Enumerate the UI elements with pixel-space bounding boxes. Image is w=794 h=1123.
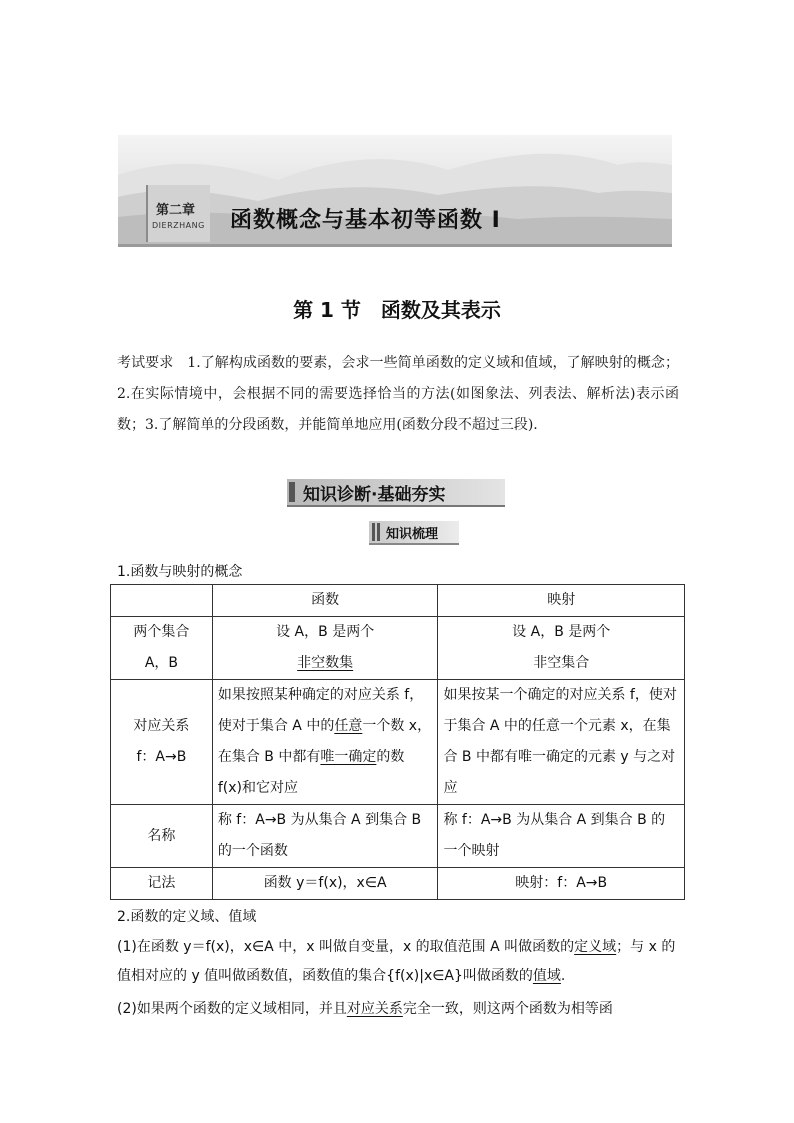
- table-row: [111, 680, 685, 805]
- chapter-pinyin: DIERZHANG: [152, 221, 205, 230]
- row-label-line: f：A→B: [136, 749, 187, 765]
- row-label-name: 名称: [111, 805, 213, 868]
- function-sets-cell: [212, 617, 438, 680]
- para-text: 完全一致，则这两个函数为相等函: [402, 1001, 613, 1017]
- row-label-correspondence: [111, 680, 213, 805]
- para-text-underlined: 值域: [532, 968, 561, 984]
- row-label-notation: 记法: [111, 868, 213, 900]
- table-header-row: [111, 585, 685, 617]
- function-mapping-table: [110, 584, 685, 900]
- mapping-name-cell: 称 f：A→B 为从集合 A 到集合 B 的一个映射: [438, 805, 685, 868]
- requirements-label: 考试要求: [117, 355, 174, 371]
- row-label-line: 对应关系: [133, 718, 190, 734]
- table-row: [111, 805, 685, 868]
- paragraph-domain-range: [117, 933, 679, 991]
- part-header: [287, 479, 505, 507]
- sub-header: [369, 521, 459, 545]
- heading-function-mapping: 1.函数与映射的概念: [117, 564, 243, 580]
- table-row: [111, 617, 685, 680]
- col-header-mapping: 映射: [438, 585, 685, 617]
- para-text: (1)在函数 y＝f(x)，x∈A 中，x 叫做自变量，x 的取值范围 A 叫做函数的: [117, 939, 575, 955]
- banner-divider: [118, 244, 672, 247]
- para-text-underlined: 定义域: [574, 939, 617, 955]
- row-label-line: 两个集合: [133, 624, 190, 640]
- table-row: [111, 868, 685, 900]
- para-text: (2)如果两个函数的定义域相同，并且: [117, 1001, 347, 1017]
- function-correspondence-cell: [212, 680, 438, 805]
- mapping-notation-cell: 映射：f：A→B: [438, 868, 685, 900]
- exam-requirements: [117, 348, 679, 441]
- cell-line-underlined: 非空数集: [297, 655, 354, 671]
- cell-line: 非空集合: [533, 655, 590, 671]
- row-label-line: A，B: [144, 655, 179, 671]
- part-header-label: 知识诊断·基础夯实: [303, 485, 446, 505]
- mapping-sets-cell: [438, 617, 685, 680]
- para-text: .: [560, 968, 566, 984]
- requirements-text: 1.了解构成函数的要素，会求一些简单函数的定义域和值域，了解映射的概念；2.在实际情境中，会根据不同的需要选择恰当的方法(如图象法、列表法、解析法)表示函数；3.了解简单的分段函数，并能简单地应用(函数分段不超过三段).: [117, 355, 679, 433]
- chapter-banner: [118, 135, 672, 247]
- cell-line: 设 A，B 是两个: [512, 624, 611, 640]
- chapter-label-box: [146, 185, 210, 242]
- section-title: 第 1 节 函数及其表示: [293, 298, 501, 322]
- row-label-sets: [111, 617, 213, 680]
- cell-text: 一个数 x，在集合 B 中都有: [217, 718, 432, 765]
- paragraph-equal-functions: [117, 995, 679, 1024]
- cell-text-underlined: 唯一确定: [320, 749, 377, 765]
- header-bar-icon: [377, 523, 380, 541]
- chapter-title: 函数概念与基本初等函数 Ⅰ: [230, 208, 501, 233]
- cell-text: 如果按照某种确定的对应关系 f，使对于集合 A 中的: [217, 687, 424, 734]
- cell-line: 设 A，B 是两个: [276, 624, 375, 640]
- header-bar-icon: [289, 482, 295, 502]
- chapter-number: 第二章: [156, 203, 196, 218]
- table-corner-cell: [111, 585, 213, 617]
- sub-header-label: 知识梳理: [386, 527, 439, 542]
- function-name-cell: 称 f：A→B 为从集合 A 到集合 B 的一个函数: [212, 805, 438, 868]
- para-text-underlined: 对应关系: [346, 1001, 403, 1017]
- heading-domain-range: 2.函数的定义域、值域: [117, 909, 257, 925]
- function-notation-cell: 函数 y＝f(x)，x∈A: [212, 868, 438, 900]
- cell-text: 的数 f(x)和它对应: [217, 749, 405, 796]
- cell-text-underlined: 任意: [334, 718, 363, 734]
- mapping-correspondence-cell: 如果按某一个确定的对应关系 f，使对于集合 A 中的任意一个元素 x，在集合 B 中都有唯一确定的元素 y 与之对应: [438, 680, 685, 805]
- header-bar-icon: [372, 523, 375, 541]
- col-header-function: 函数: [212, 585, 438, 617]
- para-text: ；与 x 的值相对应的 y 值叫做函数值，函数值的集合{f(x)|x∈A}叫做函数的: [117, 939, 676, 984]
